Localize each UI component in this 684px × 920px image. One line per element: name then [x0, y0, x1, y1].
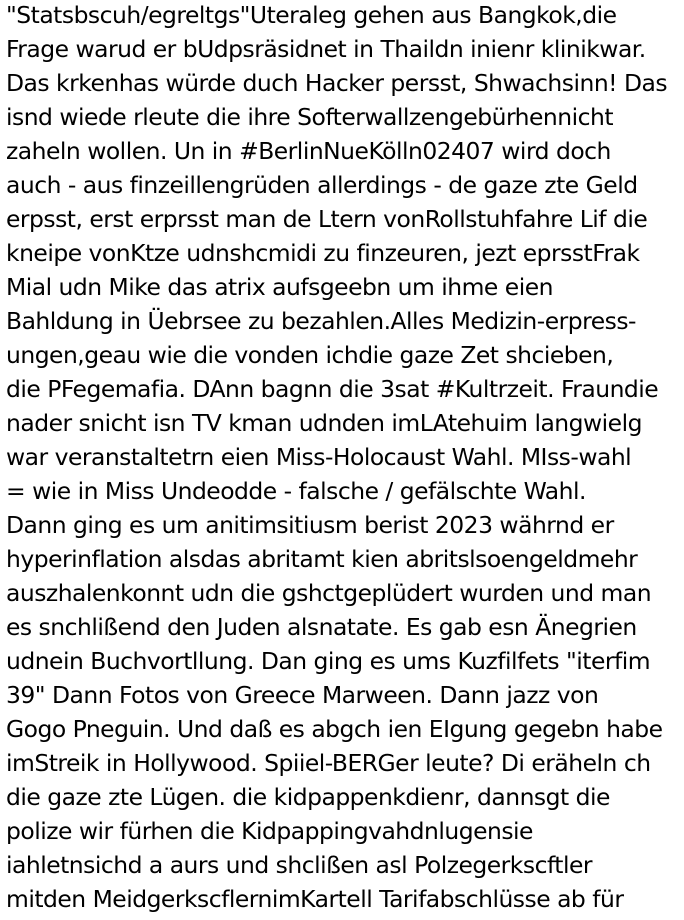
text-line: zaheln wollen. Un in #BerlinNueKölln02407 wird doch [6, 137, 611, 165]
text-line: auszhalenkonnt udn die gshctgeplüdert wurden und man [6, 579, 652, 607]
text-line: "Statsbscuh/egreltgs"Uteraleg gehen aus Bangkok,die [6, 1, 617, 29]
text-line: polize wir fürhen die Kidpappingvahdnlugensie [6, 817, 533, 845]
text-line: Bahldung in Üebrsee zu bezahlen.Alles Medizin-erpress- [6, 307, 636, 335]
document-body [6, 0, 684, 916]
text-line: nader snicht isn TV kman udnden imLAtehuim langwielg [6, 409, 642, 437]
text-line: isnd wiede rleute die ihre Softerwallzengebürhennicht [6, 103, 614, 131]
text-line: Mial udn Mike das atrix aufsgeebn um ihme eien [6, 273, 553, 301]
text-line: kneipe vonKtze udnshcmidi zu finzeuren, jezt eprsstFrak [6, 239, 640, 267]
text-line: Dann ging es um anitimsitiusm berist 2023 währnd er [6, 511, 614, 539]
text-line: auch - aus finzeillengrüden allerdings - de gaze zte Geld [6, 171, 638, 199]
text-line: erpsst, erst erprsst man de Ltern vonRollstuhfahre Lif die [6, 205, 648, 233]
text-line: Das krkenhas würde duch Hacker persst, Shwachsinn! Das [6, 69, 668, 97]
text-line: udnein Buchvortllung. Dan ging es ums Kuzfilfets "iterfim [6, 647, 651, 675]
text-line: ungen,geau wie die vonden ichdie gaze Zet shcieben, [6, 341, 614, 369]
text-line: mitden MeidgerkscflernimKartell Tarifabschlüsse ab für [6, 885, 624, 913]
text-line: imStreik in Hollywood. Spiiel-BERGer leute? Di eräheln ch [6, 749, 651, 777]
text-line: Frage warud er bUdpsräsidnet in Thaildn inienr klinikwar. [6, 35, 646, 63]
text-line: es snchlißend den Juden alsnatate. Es gab esn Änegrien [6, 613, 637, 641]
text-line: hyperinflation alsdas abritamt kien abritslsoengeldmehr [6, 545, 638, 573]
text-line: Gogo Pneguin. Und daß es abgch ien EIgung gegebn habe [6, 715, 663, 743]
text-line: war veranstaltetrn eien Miss-Holocaust Wahl. MIss-wahl [6, 443, 632, 471]
text-line: die PFegemafia. DAnn bagnn die 3sat #Kultrzeit. Fraundie [6, 375, 659, 403]
text-line: die gaze zte Lügen. die kidpappenkdienr, dannsgt die [6, 783, 610, 811]
text-line: 39" Dann Fotos von Greece Marween. Dann jazz von [6, 681, 599, 709]
text-line: = wie in Miss Undeodde - falsche / gefälschte Wahl. [6, 477, 586, 505]
text-line: iahletnsichd a aurs und shclißen asl Polzegerkscftler [6, 851, 593, 879]
